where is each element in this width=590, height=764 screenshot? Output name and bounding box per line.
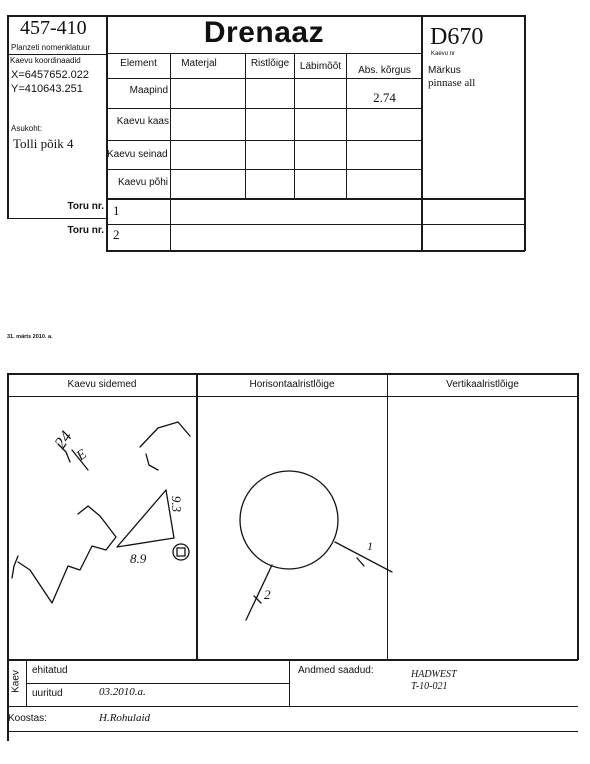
location-caption: Asukoht: — [11, 124, 43, 133]
surveyed-value: 03.2010.a. — [99, 686, 146, 698]
col-header-diameter: Läbimõõt — [299, 61, 342, 72]
remarks-caption: Märkus — [428, 65, 461, 76]
pipe-label-2: Toru nr. — [67, 225, 104, 236]
pipe-label-1: Toru nr. — [67, 201, 104, 212]
sheet-caption: Planzeti nomenklatuur — [11, 43, 91, 52]
sheet-code: 457-410 — [20, 17, 87, 39]
pipe-mark-2: 2 — [264, 587, 271, 602]
manhole-symbol — [173, 544, 189, 560]
pipe-mark-1: 1 — [367, 539, 373, 553]
sketch-building-upper — [140, 422, 190, 447]
row-value-ground-abs: 2.74 — [373, 90, 396, 105]
note-93: 9.3 — [168, 495, 185, 513]
row-label-bottom: Kaevu põhi — [117, 177, 168, 188]
panel-title-vertical: Vertikaalristlõige — [446, 379, 519, 390]
location-value: Tolli põik 4 — [13, 136, 74, 151]
note-24: 24 — [50, 427, 76, 453]
sketch-triangle — [117, 490, 174, 547]
remarks-value: pinnase all — [428, 77, 476, 89]
compiled-value: H.Rohulaid — [99, 712, 151, 724]
row-label-ground: Maapind — [129, 85, 168, 96]
pipe-line-1 — [335, 542, 392, 572]
compiled-label: Koostas: — [8, 713, 47, 724]
built-label: ehitatud — [32, 665, 68, 676]
x-coordinate: X=6457652.022 — [11, 69, 89, 81]
note-e: E — [74, 446, 90, 465]
well-id: D670 — [430, 24, 484, 50]
pipe-value-1: 1 — [113, 203, 120, 218]
col-header-material: Materjal — [181, 58, 217, 69]
data-from-value-2: T-10-021 — [411, 681, 448, 692]
sketch-building-left — [18, 506, 116, 603]
surveyed-label: uuritud — [32, 688, 63, 699]
date-stamp: 31. märts 2010. a. — [7, 334, 53, 340]
row-label-lid: Kaevu kaas — [116, 116, 169, 127]
data-from-value-1: HADWEST — [411, 669, 457, 680]
pipe-value-2: 2 — [113, 227, 120, 242]
panel-title-connections: Kaevu sidemed — [67, 379, 137, 390]
col-header-cross-section: Ristlõige — [250, 58, 290, 69]
section-circle — [240, 471, 338, 569]
row-label-walls: Kaevu seinad — [107, 149, 168, 160]
data-from-label: Andmed saadud: — [298, 665, 374, 676]
col-header-element: Element — [120, 58, 157, 69]
side-label-well: Kaev — [10, 670, 22, 693]
y-coordinate: Y=410643.251 — [11, 83, 83, 95]
note-89: 8.9 — [130, 551, 147, 566]
well-id-caption: Kaevu nr — [431, 51, 456, 57]
coords-caption: Kaevu koordinaadid — [10, 56, 81, 65]
panel-title-horizontal: Horisontaalristlõige — [249, 379, 335, 390]
card-title: Drenaaz — [203, 16, 325, 49]
col-header-abs-height: Abs. kõrgus — [358, 65, 411, 76]
